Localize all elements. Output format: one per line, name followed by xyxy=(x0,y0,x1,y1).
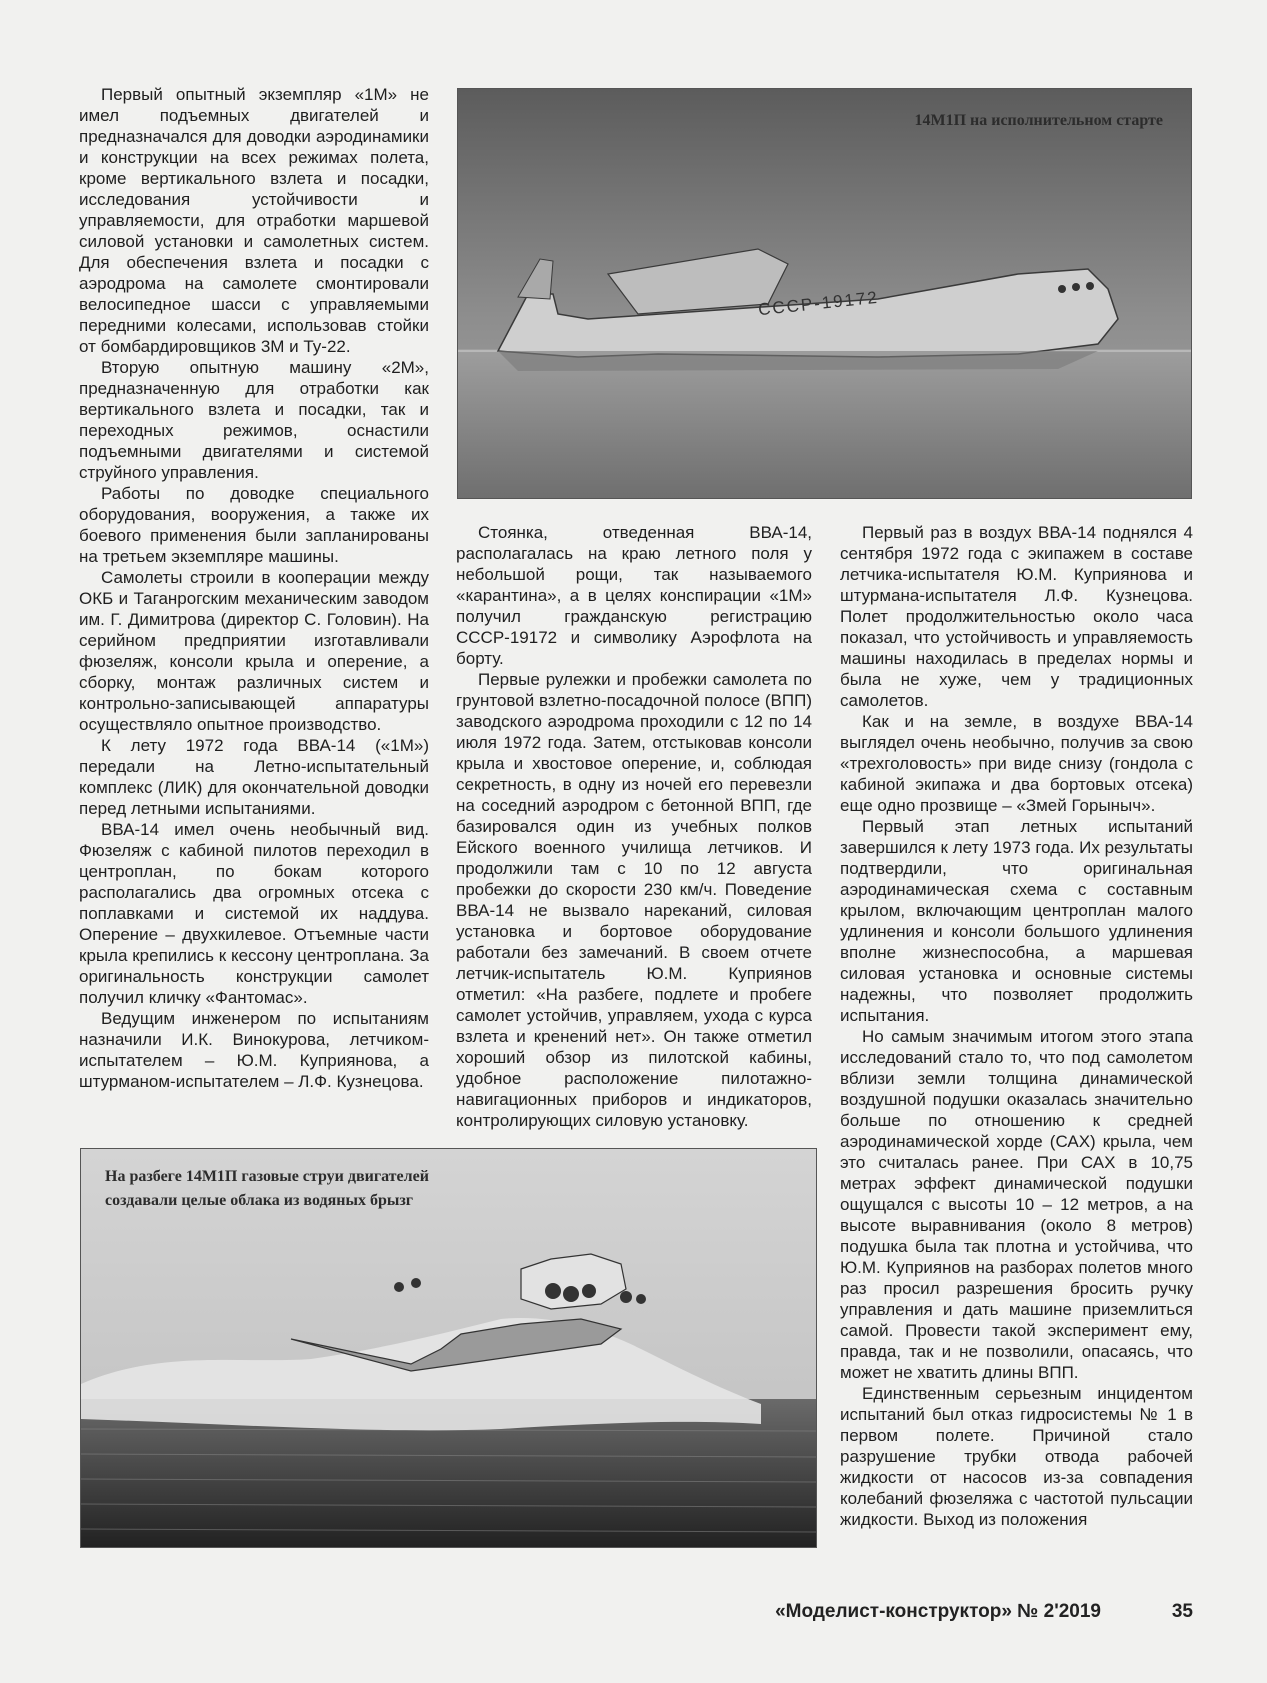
paragraph: Первый опытный экземпляр «1М» не имел подъемных двигателей и предназначался для доводки аэродинамики и конструкции на всех режимах полета, кроме вертикального взлета и посадки, исследования устойчивости и управляемости, для отработки маршевой силовой установки и самолетных систем. Для обеспечения взлета и посадки с аэродрома на самолете смонтировали велосипедное шасси с управляемыми передними колесами, использовав стойки от бомбардировщиков 3М и Ту-22. xyxy=(79,85,429,356)
caption-line: На разбеге 14М1П газовые струи двигателей xyxy=(105,1168,429,1185)
page-footer xyxy=(0,1601,1267,1631)
photo-aircraft-spray xyxy=(80,1148,817,1548)
paragraph: К лету 1972 года ВВА-14 («1М») передали на Летно-испытательный комплекс (ЛИК) для окончательной доводки перед летными испытаниями. xyxy=(79,736,429,818)
text-column-3 xyxy=(840,522,1193,1530)
paragraph: Единственным серьезным инцидентом испытаний был отказ гидросистемы № 1 в первом полете. Причиной стало разрушение трубки отвода рабочей жидкости от насосов из-за совпадения колебаний фюзеляжа с частотой пульсации жидкости. Выход из положения xyxy=(840,1384,1193,1529)
photo-aircraft-on-water xyxy=(457,88,1192,499)
magazine-issue: «Моделист-конструктор» № 2'2019 xyxy=(775,1601,1101,1622)
text-column-1 xyxy=(79,84,429,1092)
paragraph: Стоянка, отведенная ВВА-14, располагалась на краю летного поля у небольшой рощи, так называемого «карантина», а в целях конспирации «1М» получил гражданскую регистрацию СССР-19172 и символику Аэрофлота на борту. xyxy=(456,523,812,668)
caption-line: создавали целые облака из водяных брызг xyxy=(105,1192,414,1209)
registration-mark: СССР-19172 xyxy=(757,287,880,320)
paragraph: Но самым значимым итогом этого этапа исследований стало то, что под самолетом вблизи земли толщина динамической воздушной подушки оказалась значительно больше по отношению к средней аэродинамической хорде (САХ) крыла, чем это считалась ранее. При САХ в 10,75 метрах эффект динамической подушки ощущался с высоты 10 – 12 метров, а на высоте выравнивания (около 8 метров) подушка была так плотна и устойчива, что Ю.М. Куприянов на разборах полетов много раз просил разрешения бросить ручку управления и дать машине приземлиться самой. Провести такой эксперимент ему, правда, так и не позволили, опасаясь, что может не хватить длины ВПП. xyxy=(840,1027,1193,1382)
paragraph: ВВА-14 имел очень необычный вид. Фюзеляж с кабиной пилотов переходил в центроплан, по бокам которого располагались два огромных отсека с поплавками и системой их наддува. Оперение – двухкилевое. Отъемные части крыла крепились к кессону центроплана. За оригинальность конструкции самолет получил кличку «Фантомас». xyxy=(79,820,429,1007)
paragraph: Работы по доводке специального оборудования, вооружения, а также их боевого применения были запланированы на третьем экземпляре машины. xyxy=(79,484,429,566)
page-number: 35 xyxy=(1171,1601,1193,1622)
paragraph: Как и на земле, в воздухе ВВА-14 выглядел очень необычно, получив за свою «трехголовость» при виде снизу (гондола с кабиной экипажа и два бортовых отсека) еще одно прозвище – «Змей Горыныч». xyxy=(840,712,1193,815)
paragraph: Первые рулежки и пробежки самолета по грунтовой взлетно-посадочной полосе (ВПП) заводского аэродрома проходили с 12 по 14 июля 1972 года. Затем, отстыковав консоли крыла и хвостовое оперение, и, соблюдая секретность, в одну из ночей его перевезли на соседний аэродром с бетонной ВПП, где базировался один из учебных полков Ейского военного училища летчиков. И продолжили там с 10 по 12 августа пробежки до скорости 230 км/ч. Поведение ВВА-14 не вызвало нареканий, силовая установка и бортовое оборудование работали без замечаний. В своем отчете летчик-испытатель Ю.М. Куприянов отметил: «На разбеге, подлете и пробеге самолет устойчив, управляем, ухода с курса взлета и кренений нет». Он также отметил хороший обзор из пилотской кабины, удобное расположение пилотажно-навигационных приборов и индикаторов, контролирующих силовую установку. xyxy=(456,670,812,1130)
text-column-2 xyxy=(456,522,812,1131)
paragraph: Ведущим инженером по испытаниям назначили И.К. Винокурова, летчиком-испытателем – Ю.М. Куприянова, а штурманом-испытателем – Л.Ф. Кузнецова. xyxy=(79,1009,429,1091)
photo-caption xyxy=(105,1165,429,1213)
photo-caption: 14М1П на исполнительном старте xyxy=(914,112,1163,129)
paragraph: Первый раз в воздух ВВА-14 поднялся 4 сентября 1972 года с экипажем в составе летчика-испытателя Ю.М. Куприянова и штурмана-испытателя Л.Ф. Кузнецова. Полет продолжительностью около часа показал, что устойчивость и управляемость машины находилась в пределах нормы и была не хуже, чем у традиционных самолетов. xyxy=(840,523,1193,710)
paragraph: Самолеты строили в кооперации между ОКБ и Таганрогским механическим заводом им. Г. Димитрова (директор С. Головин). На серийном предприятии изготавливали фюзеляж, консоли крыла и оперение, а сборку, монтаж различных систем и контрольно-записывающей аппаратуры осуществляло опытное производство. xyxy=(79,568,429,734)
paragraph: Первый этап летных испытаний завершился к лету 1973 года. Их результаты подтвердили, что оригинальная аэродинамическая схема с составным крылом, включающим центроплан малого удлинения и консоли большого удлинения вполне жизнеспособна, а маршевая силовая установка и основные системы надежны, что позволяет продолжить испытания. xyxy=(840,817,1193,1025)
paragraph: Вторую опытную машину «2М», предназначенную для отработки как вертикального взлета и посадки, так и переходных режимов, оснастили подъемными двигателями и системой струйного управления. xyxy=(79,358,429,482)
